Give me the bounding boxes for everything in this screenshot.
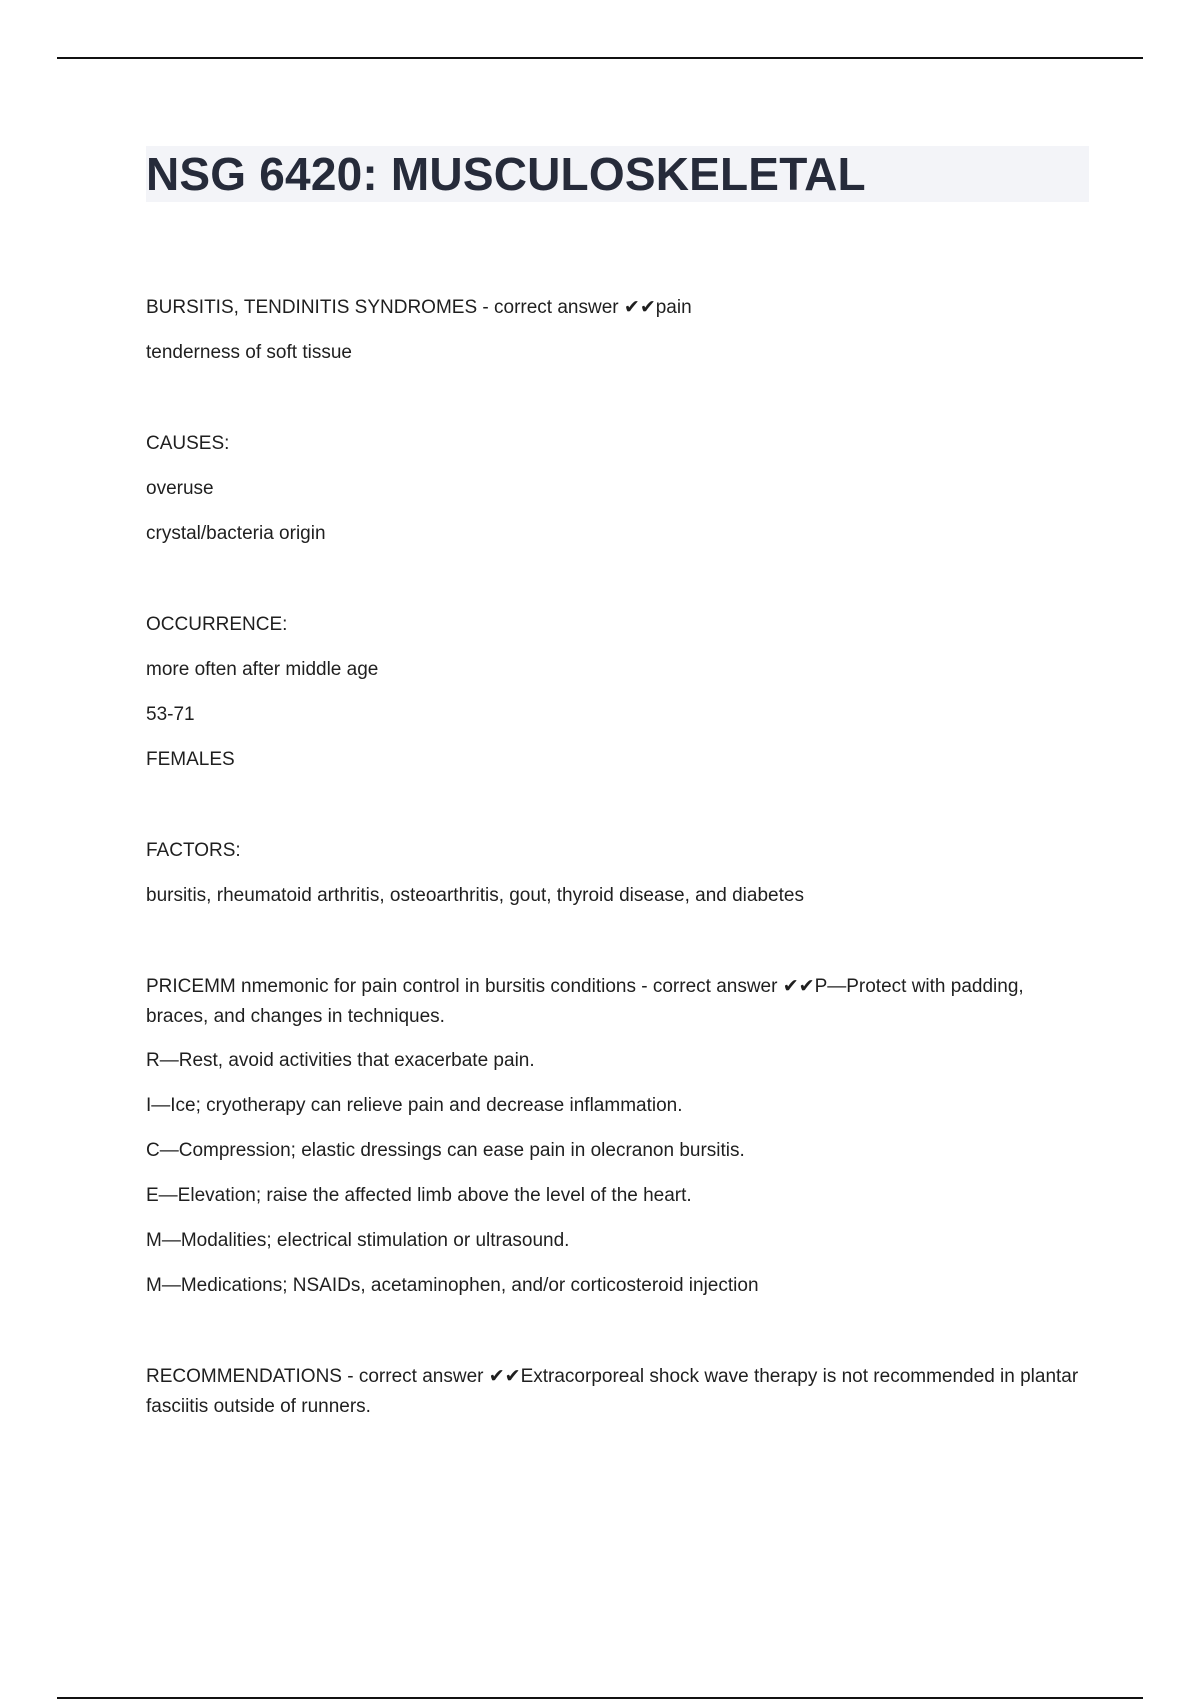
- section-heading-causes: CAUSES:: [146, 433, 230, 454]
- document-body: [146, 293, 1086, 1436]
- spacer: [146, 790, 1086, 836]
- pricemm-question: PRICEMM nmemonic for pain control in bursitis conditions - correct answer ✔✔P—Protect with padding, braces, and changes in techniques.: [146, 976, 1024, 1027]
- mnemonic-line: E—Elevation; raise the affected limb above the level of the heart.: [146, 1185, 692, 1206]
- recommendations-question: RECOMMENDATIONS - correct answer ✔✔Extracorporeal shock wave therapy is not recommended in plantar fasciitis outside of runners.: [146, 1366, 1079, 1417]
- section-heading-factors: FACTORS:: [146, 840, 241, 861]
- mnemonic-line: I—Ice; cryotherapy can relieve pain and decrease inflammation.: [146, 1095, 683, 1116]
- section-heading-occurrence: OCCURRENCE:: [146, 614, 288, 635]
- mnemonic-line: R—Rest, avoid activities that exacerbate pain.: [146, 1050, 535, 1071]
- document-title: NSG 6420: MUSCULOSKELETAL: [146, 148, 866, 200]
- spacer: [146, 926, 1086, 972]
- answer-line: tenderness of soft tissue: [146, 342, 352, 363]
- answer-line: 53-71: [146, 704, 195, 725]
- answer-line: overuse: [146, 478, 214, 499]
- answer-line: FEMALES: [146, 749, 235, 770]
- mnemonic-line: M—Modalities; electrical stimulation or ultrasound.: [146, 1230, 570, 1251]
- answer-line: bursitis, rheumatoid arthritis, osteoarthritis, gout, thyroid disease, and diabetes: [146, 885, 804, 906]
- top-rule: [57, 57, 1143, 59]
- mnemonic-line: C—Compression; elastic dressings can ease pain in olecranon bursitis.: [146, 1140, 745, 1161]
- spacer: [146, 564, 1086, 610]
- spacer: [146, 383, 1086, 429]
- answer-line: more often after middle age: [146, 659, 379, 680]
- bursitis-question: BURSITIS, TENDINITIS SYNDROMES - correct answer ✔✔pain: [146, 297, 692, 318]
- answer-line: crystal/bacteria origin: [146, 523, 326, 544]
- bottom-rule: [57, 1697, 1143, 1699]
- mnemonic-line: M—Medications; NSAIDs, acetaminophen, and/or corticosteroid injection: [146, 1275, 759, 1296]
- spacer: [146, 1316, 1086, 1362]
